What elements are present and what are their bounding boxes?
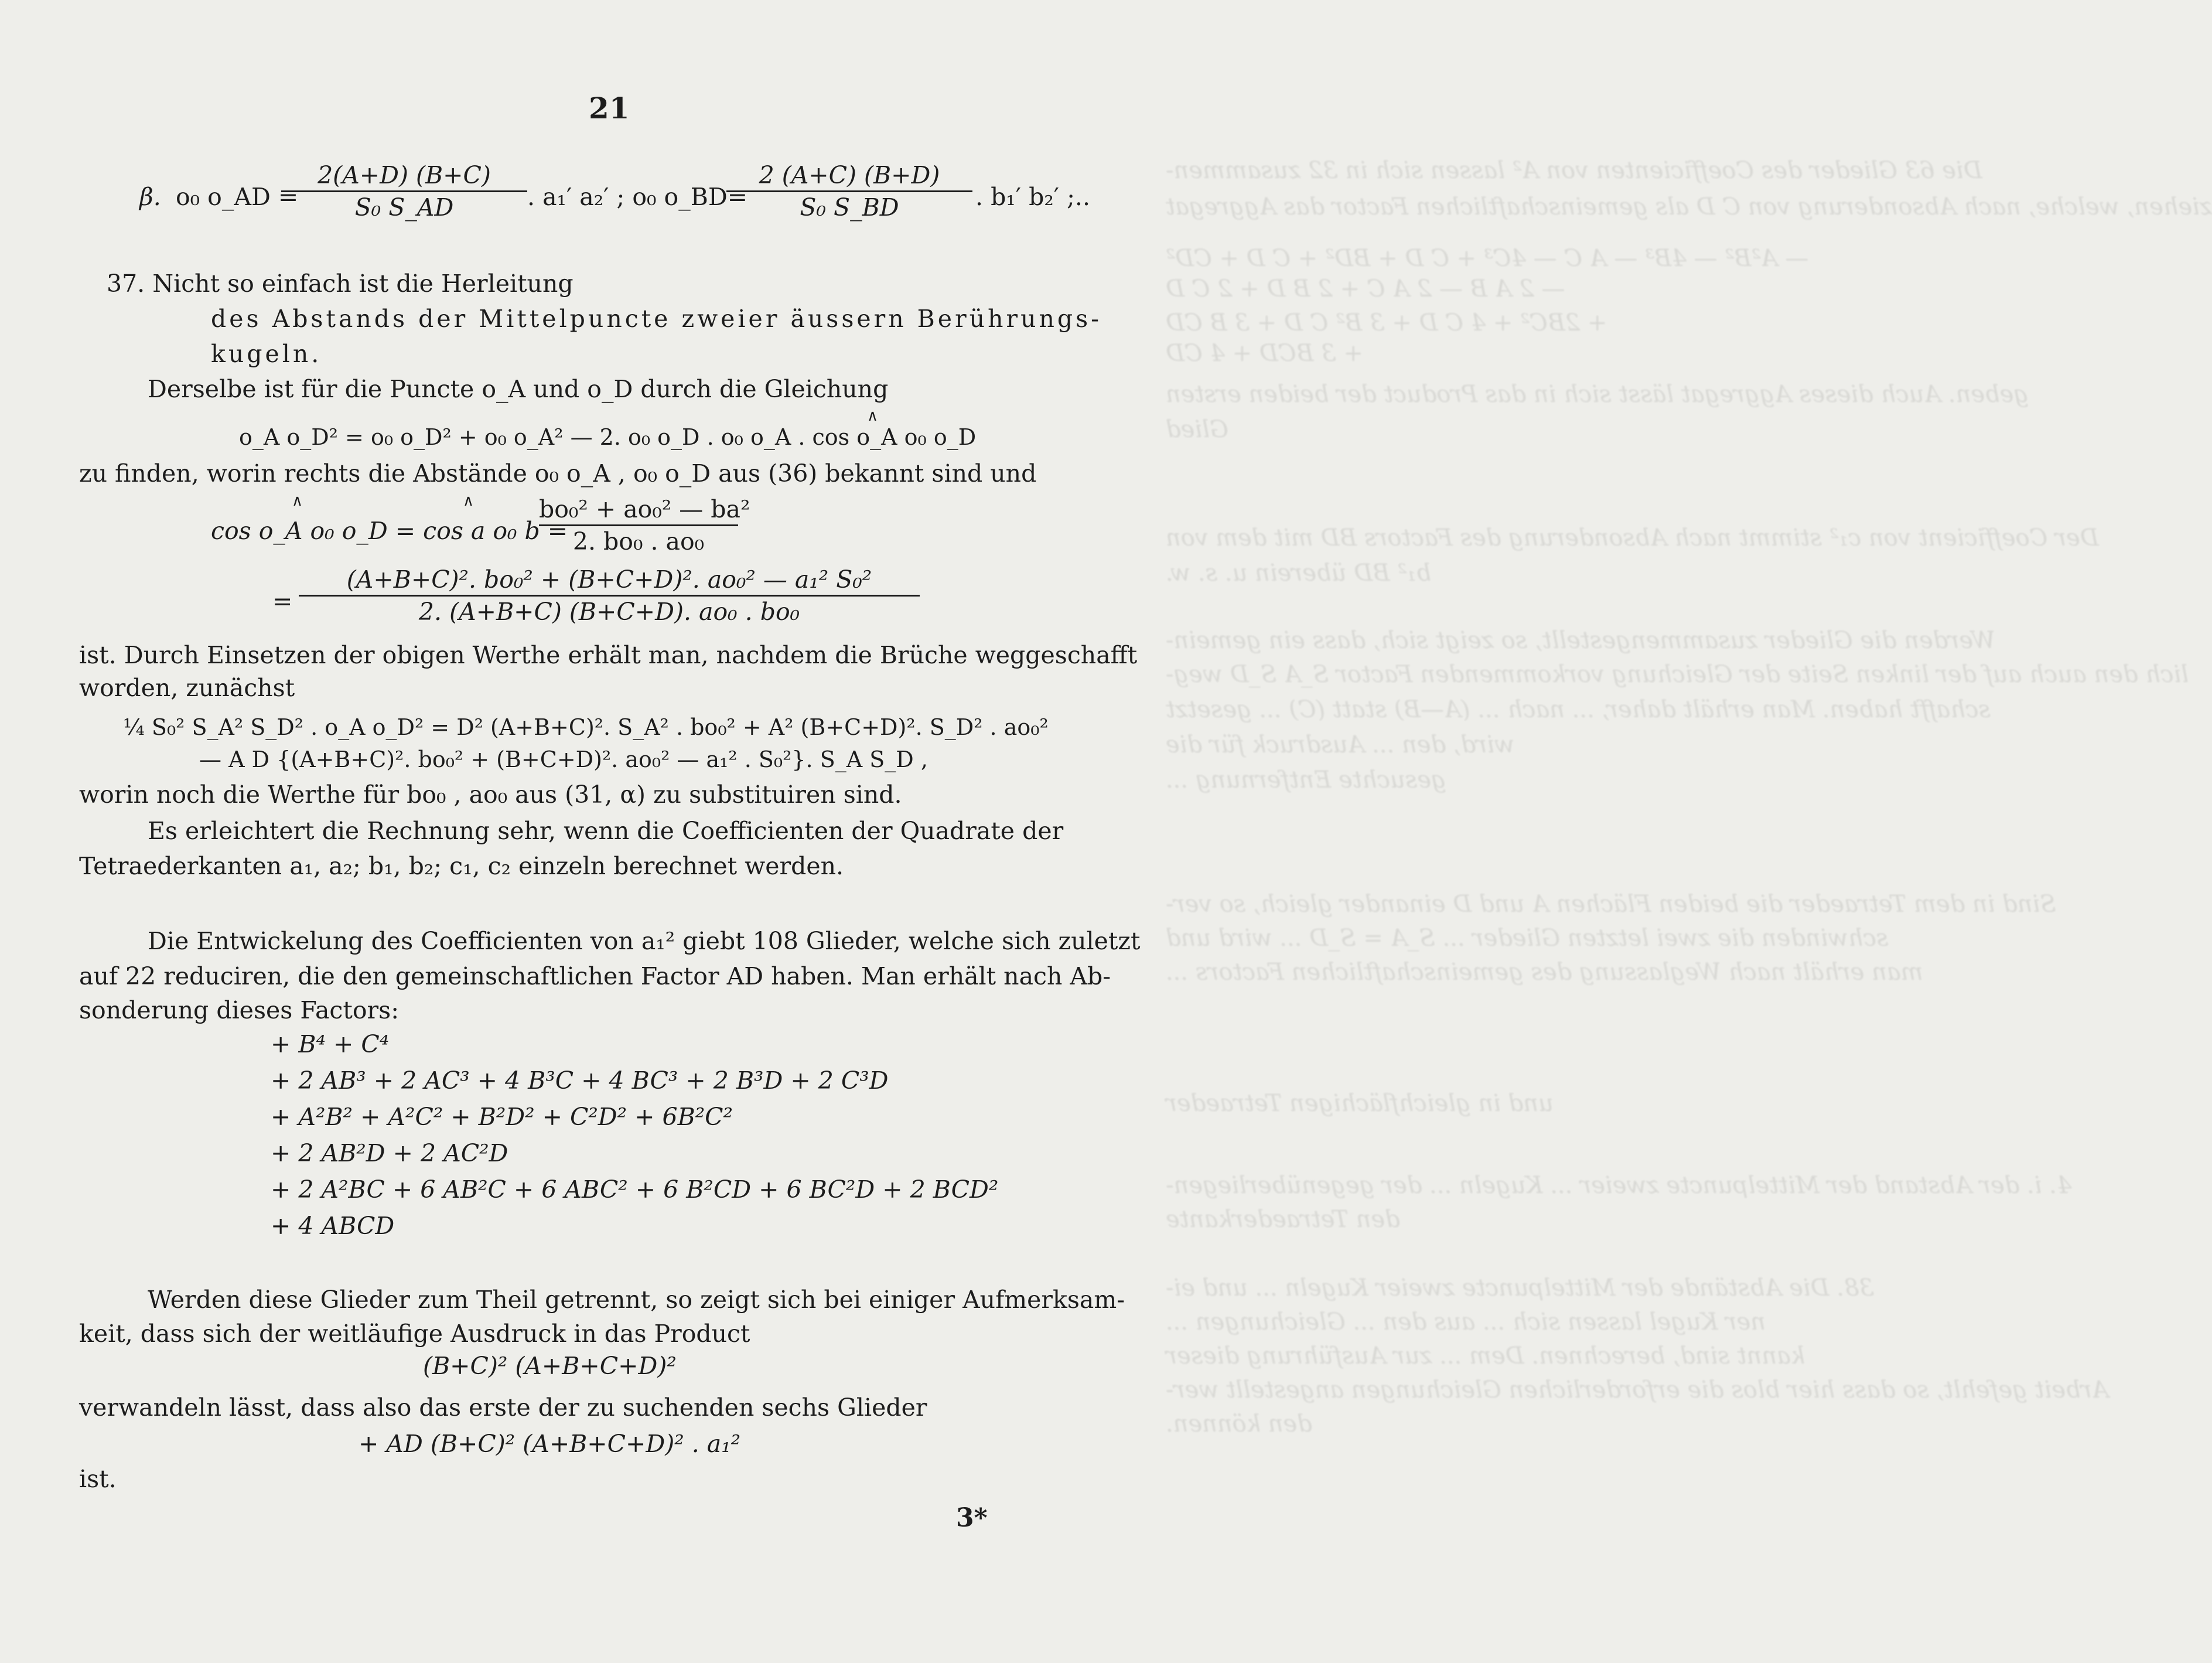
text-line: ist. (79, 1465, 117, 1493)
bleed-line: 4. i. der Abstand der Mittelpuncte zweier ... Kugeln ... der gegenüberliegen- (1166, 1172, 2072, 1199)
text-line: auf 22 reduciren, die den gemeinschaftlichen Factor AD haben. Man erhält nach Ab- (79, 962, 1111, 990)
bleed-line: man erhält nach Weglassung des gemeinschaftlichen Factors ... (1166, 959, 1923, 986)
bleed-line: b₁² BD überein u. s. w. (1166, 560, 1432, 587)
polynomial-line: + 2 A²BC + 6 AB²C + 6 ABC² + 6 B²CD + 6 BC²D + 2 BCD² (271, 1175, 999, 1204)
text-line: Werden diese Glieder zum Theil getrennt, so zeigt sich bei einiger Aufmerksam- (148, 1286, 1125, 1314)
page-number: 21 (589, 91, 630, 125)
section-heading: 37. Nicht so einfach ist die Herleitung (107, 270, 574, 298)
text-line: Tetraederkanten a₁, a₂; b₁, b₂; c₁, c₂ einzeln berechnet werden. (79, 852, 844, 880)
bleed-line: geben. Auch dieses Aggregat lässt sich in das Product der beiden ersten (1166, 381, 2029, 408)
bleed-line: ner Kugel lassen sich ... aus den ... Gleichungen ... (1166, 1308, 1766, 1335)
text-line: worin noch die Werthe für bo₀ , ao₀ aus (31, α) zu substituiren sind. (79, 781, 902, 809)
polynomial-line: + 4 ABCD (271, 1212, 395, 1240)
spaced-text: kugeln. (211, 340, 322, 368)
product-expression: (B+C)² (A+B+C+D)² (423, 1352, 677, 1380)
angle-mark: ∧ (463, 492, 475, 510)
fraction-denominator: S₀ S_BD (800, 193, 899, 221)
text-line: keit, dass sich der weitläufige Ausdruck in das Product (79, 1320, 750, 1348)
fraction-bar (539, 524, 738, 526)
text-line: Die Entwickelung des Coefficienten von a₁² giebt 108 Glieder, welche sich zuletzt (148, 927, 1141, 955)
fraction-bar (281, 190, 527, 192)
formula-fraction-1 (281, 161, 527, 221)
polynomial-line: + B⁴ + C⁴ (271, 1030, 390, 1058)
equation-line: ¼ S₀² S_A² S_D² . o_A o_D² = D² (A+B+C)². S_A² . bo₀² + A² (B+C+D)². S_D² . ao₀² (123, 714, 1049, 740)
bleed-line: gesuchte Entfernung ... (1166, 766, 1446, 793)
cos-fraction (539, 495, 750, 556)
formula-fraction-2 (726, 161, 972, 221)
bleed-line: lich den auch auf der linken Seite der Gleichung vorkommenden Factor S_A S_D weg- (1166, 661, 2189, 688)
fraction-numerator: (A+B+C)². bo₀² + (B+C+D)². ao₀² — a₁² S₀² (346, 565, 872, 594)
text-line: worden, zunächst (79, 674, 295, 702)
bleed-line: und in gleichflächigen Tetraeder (1166, 1090, 1554, 1117)
angle-mark: ∧ (292, 492, 303, 510)
fraction-numerator: 2 (A+C) (B+D) (759, 161, 940, 189)
polynomial-line: + 2 AB²D + 2 AC²D (271, 1139, 508, 1167)
bleed-line: ziehen, welche, nach Absonderung von C D als gemeinschaftlichen Factor das Aggregat (1166, 193, 2212, 220)
bleed-line: schwinden die zwei letzten Glieder ... S_A = S_D ... wird und (1166, 925, 1889, 952)
fraction-numerator: 2(A+D) (B+C) (318, 161, 491, 189)
fraction-denominator: 2. (A+B+C) (B+C+D). ao₀ . bo₀ (418, 598, 800, 626)
bleed-line: den können. (1166, 1410, 1312, 1437)
bleed-line: Die 63 Glieder des Coefficienten von A² lassen sich in 32 zusammen- (1166, 157, 1982, 184)
text-line: verwandeln lässt, dass also das erste der zu suchenden sechs Glieder (79, 1393, 927, 1422)
text-line: zu finden, worin rechts die Abstände o₀ o_A , o₀ o_D aus (36) bekannt sind und (79, 459, 1037, 488)
formula-tail: . b₁′ b₂′ ;.. (975, 183, 1090, 211)
bleed-line: Sind in dem Tetraeder die beiden Flächen A und D einander gleich, so ver- (1166, 891, 2056, 918)
spaced-text: des Abstands der Mittelpuncte zweier äussern Berührungs- (211, 305, 1102, 333)
fraction-denominator: S₀ S_AD (354, 193, 454, 221)
formula-middle: . a₁′ a₂′ ; o₀ o_BD= (527, 183, 748, 211)
bleed-line: — 2 A B — 2 A C + 2 B D + 2 C D (1166, 275, 1565, 302)
result-expression: + AD (B+C)² (A+B+C+D)² . a₁² (359, 1430, 741, 1458)
bleed-line: kannt sind, berechnen. Dem ... zur Ausführung dieser (1166, 1342, 1805, 1369)
bleed-line: Werden die Glieder zusammengestellt, so zeigt sich, dass ein gemein- (1166, 627, 1995, 654)
fraction-bar (726, 190, 972, 192)
signature-mark: 3* (956, 1503, 988, 1533)
formula-label: β. (139, 183, 161, 211)
cos-equation-lhs: cos o_A o₀ o_D = cos a o₀ b = (211, 517, 568, 545)
bleed-line: — A²B² — 4B³ — A C — 4C³ + C D + BD² + C D + CD² (1166, 245, 1809, 272)
fraction-numerator: bo₀² + ao₀² — ba² (539, 495, 750, 523)
polynomial-line: + 2 AB³ + 2 AC³ + 4 B³C + 4 BC³ + 2 B³D + 2 C³D (271, 1066, 889, 1095)
bleed-line: Der Coefficient von c₁² stimmt nach Absonderung des Factors BD mit dem von (1166, 524, 2099, 551)
bleed-line: Arbeit gefehlt, so dass hier blos die erforderlichen Gleichungen angestellt wer- (1166, 1376, 2109, 1403)
bleed-line: + 3 BCD + 4 CD (1166, 340, 1363, 367)
equals-sign: = (272, 587, 293, 615)
bleed-line: den Tetraederkante (1166, 1206, 1400, 1233)
text-line: ist. Durch Einsetzen der obigen Werthe erhält man, nachdem die Brüche weggeschafft (79, 641, 1138, 669)
equation-line: — A D {(A+B+C)². bo₀² + (B+C+D)². ao₀² — a₁² . S₀²}. S_A S_D , (199, 747, 928, 772)
text-line: Derselbe ist für die Puncte o_A und o_D durch die Gleichung (148, 375, 889, 403)
angle-mark: ∧ (867, 407, 879, 425)
fraction-bar (299, 595, 920, 597)
bleed-line: 38. Die Abstände der Mittelpuncte zweier Kugeln ... und ei- (1166, 1274, 1875, 1301)
equation-line: o_A o_D² = o₀ o_D² + o₀ o_A² — 2. o₀ o_D . o₀ o_A . cos o_A o₀ o_D (239, 424, 977, 450)
formula-lhs: o₀ o_AD = (176, 183, 299, 211)
bleed-line: schafft haben. Man erhält daher, ... nach ... (A—B) statt (C) ... gesetzt (1166, 696, 1991, 723)
text-line: sonderung dieses Factors: (79, 996, 400, 1024)
text-line: Es erleichtert die Rechnung sehr, wenn die Coefficienten der Quadrate der (148, 817, 1064, 845)
bleed-line: + 2BC² + 4 C D + 3 B² C D + 3 B CD (1166, 309, 1607, 336)
polynomial-line: + A²B² + A²C² + B²D² + C²D² + 6B²C² (271, 1103, 733, 1131)
bleed-line: Glied (1166, 416, 1228, 443)
big-fraction (299, 565, 920, 626)
fraction-denominator: 2. bo₀ . ao₀ (572, 527, 705, 556)
bleed-line: wird, den ... Ausdruck für die (1166, 731, 1515, 758)
